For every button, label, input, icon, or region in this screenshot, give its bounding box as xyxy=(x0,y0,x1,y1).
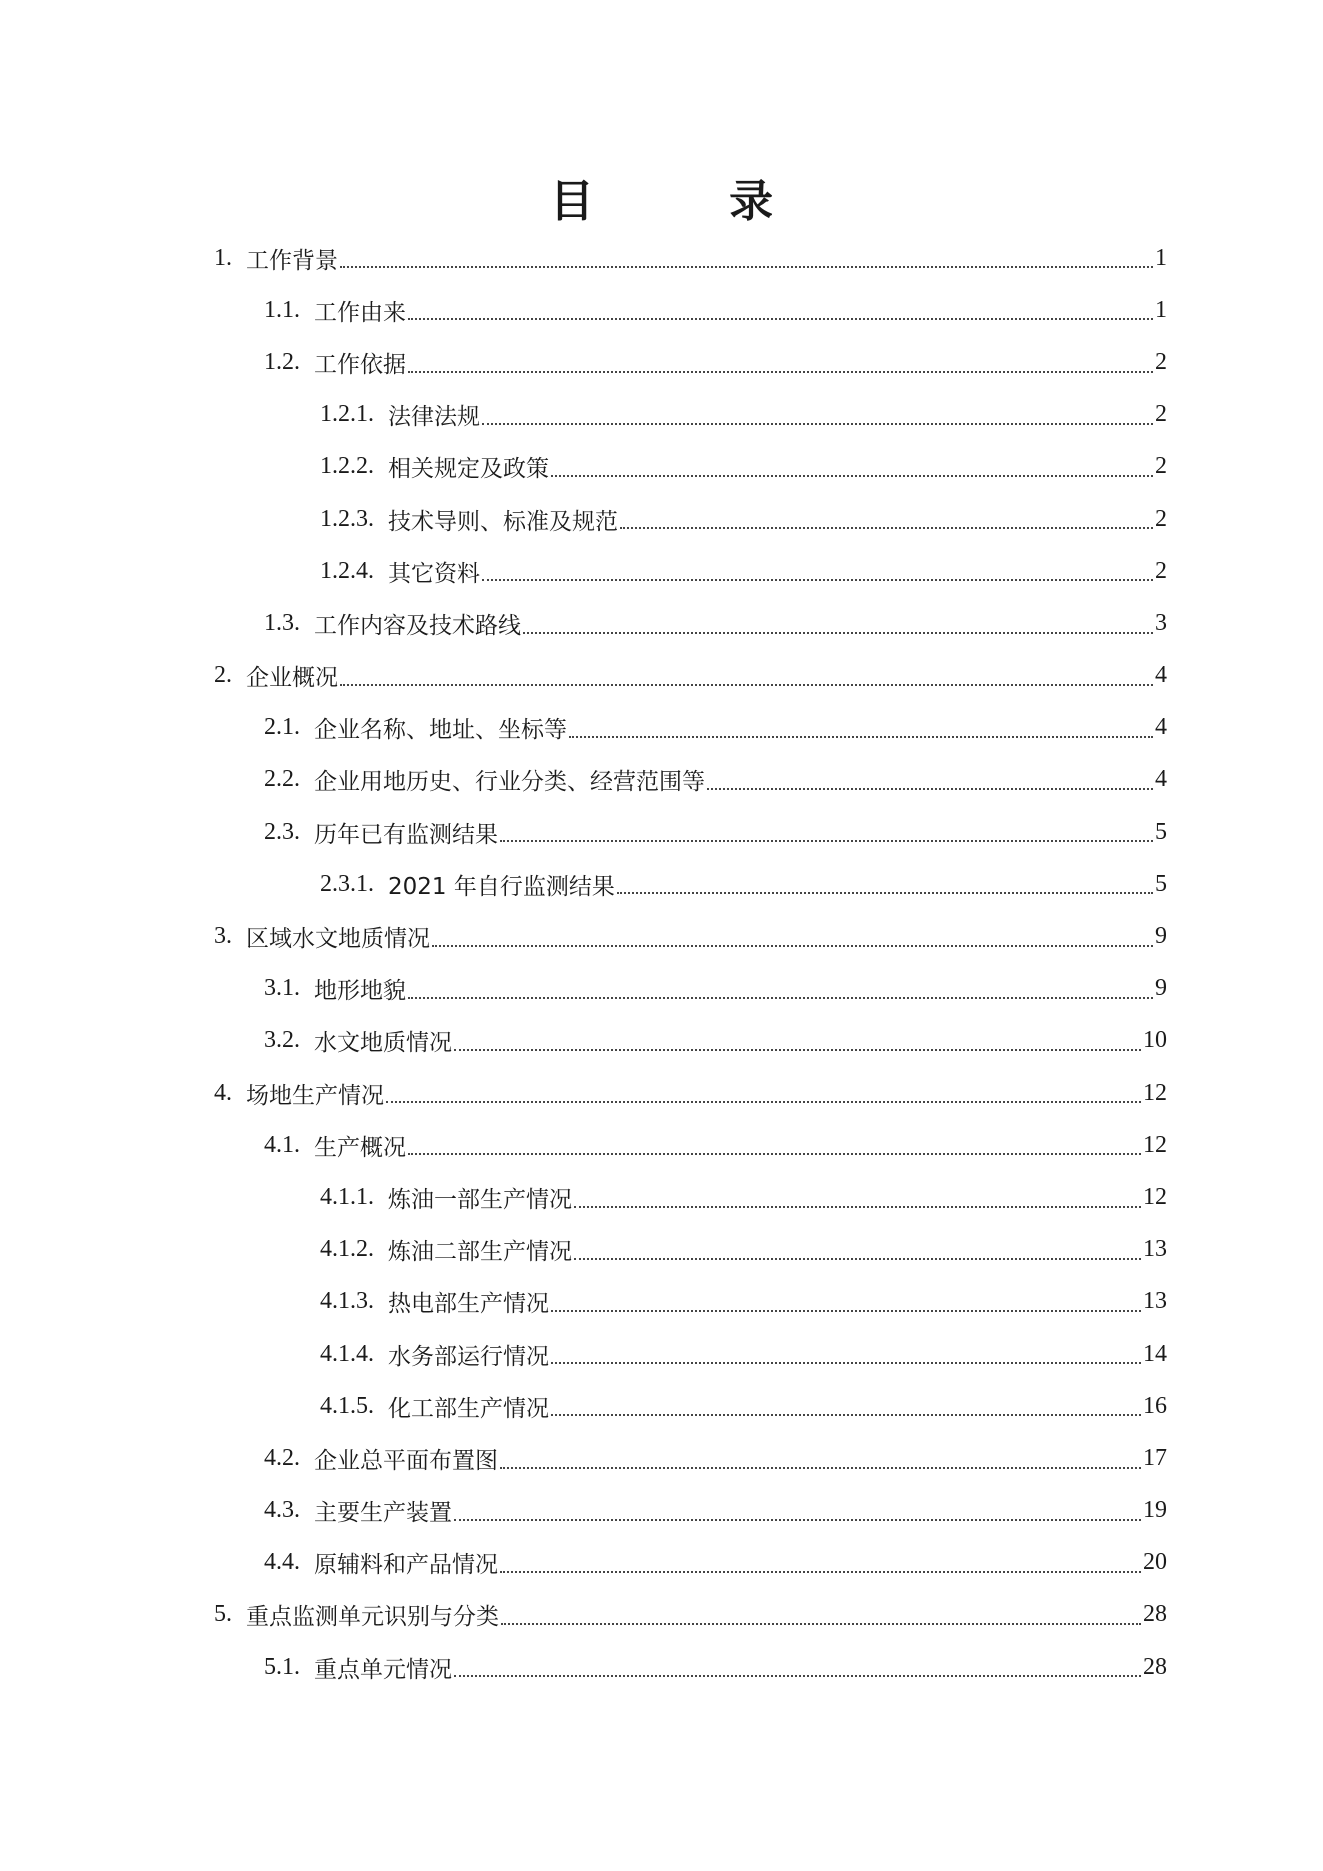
toc-entry-title: 水文地质情况 xyxy=(314,1030,452,1057)
toc-entry-number: 1.2.2. xyxy=(320,453,374,480)
dot-leader xyxy=(500,840,1153,842)
toc-entry-page-number: 14 xyxy=(1143,1340,1167,1367)
toc-entry-number: 1.2.3. xyxy=(320,505,374,532)
toc-entry[interactable] xyxy=(0,1224,1323,1276)
toc-entry[interactable] xyxy=(0,1589,1323,1641)
toc-entry[interactable] xyxy=(0,1380,1323,1432)
toc-entry-title: 地形地貌 xyxy=(314,978,406,1005)
toc-entry-title: 水务部运行情况 xyxy=(388,1343,549,1370)
toc-entry[interactable] xyxy=(0,1015,1323,1067)
toc-entry-title: 化工部生产情况 xyxy=(388,1395,549,1422)
dot-leader xyxy=(408,997,1153,999)
dot-leader xyxy=(500,1467,1141,1469)
toc-entry-number: 4.2. xyxy=(264,1444,300,1471)
table-of-contents xyxy=(0,232,1323,1693)
toc-entry-title: 炼油二部生产情况 xyxy=(388,1239,572,1266)
toc-entry[interactable] xyxy=(0,336,1323,388)
toc-entry[interactable] xyxy=(0,1641,1323,1693)
toc-entry-number: 2. xyxy=(214,662,232,689)
dot-leader xyxy=(501,1623,1141,1625)
toc-entry-title: 工作依据 xyxy=(314,351,406,378)
toc-entry-page-number: 4 xyxy=(1155,714,1167,741)
toc-entry[interactable] xyxy=(0,1328,1323,1380)
toc-entry[interactable] xyxy=(0,284,1323,336)
dot-leader xyxy=(574,1206,1141,1208)
toc-entry-number: 2.2. xyxy=(264,766,300,793)
toc-entry-page-number: 28 xyxy=(1143,1653,1167,1680)
toc-entry-title: 企业名称、地址、坐标等 xyxy=(314,717,567,744)
toc-entry-page-number: 12 xyxy=(1143,1183,1167,1210)
dot-leader xyxy=(454,1049,1141,1051)
dot-leader xyxy=(707,788,1153,790)
dot-leader xyxy=(574,1258,1141,1260)
dot-leader xyxy=(500,1571,1141,1573)
toc-entry-number: 4.1.1. xyxy=(320,1183,374,1210)
toc-entry-number: 3.2. xyxy=(264,1027,300,1054)
toc-entry-page-number: 13 xyxy=(1143,1236,1167,1263)
dot-leader xyxy=(454,1519,1141,1521)
toc-entry-page-number: 9 xyxy=(1155,923,1167,950)
toc-entry-title: 工作由来 xyxy=(314,299,406,326)
dot-leader xyxy=(551,1362,1141,1364)
toc-entry-title: 历年已有监测结果 xyxy=(314,821,498,848)
toc-entry-title: 法律法规 xyxy=(388,404,480,431)
toc-entry-number: 1.3. xyxy=(264,609,300,636)
toc-entry-number: 4. xyxy=(214,1079,232,1106)
toc-entry-number: 4.1.2. xyxy=(320,1236,374,1263)
toc-entry-page-number: 2 xyxy=(1155,505,1167,532)
dot-leader xyxy=(620,527,1153,529)
toc-entry[interactable] xyxy=(0,1485,1323,1537)
toc-entry-page-number: 16 xyxy=(1143,1392,1167,1419)
toc-entry[interactable] xyxy=(0,1171,1323,1223)
toc-entry-number: 4.1. xyxy=(264,1131,300,1158)
toc-entry-number: 2.3.1. xyxy=(320,870,374,897)
dot-leader xyxy=(569,736,1153,738)
toc-entry-title: 工作内容及技术路线 xyxy=(314,612,521,639)
toc-entry[interactable] xyxy=(0,806,1323,858)
toc-entry-number: 3. xyxy=(214,923,232,950)
toc-entry-title: 场地生产情况 xyxy=(246,1082,384,1109)
toc-entry-page-number: 1 xyxy=(1155,296,1167,323)
dot-leader xyxy=(340,684,1153,686)
toc-entry-title: 区域水文地质情况 xyxy=(246,926,430,953)
toc-entry-title: 技术导则、标准及规范 xyxy=(388,508,618,535)
toc-entry[interactable] xyxy=(0,754,1323,806)
toc-entry-page-number: 3 xyxy=(1155,609,1167,636)
toc-entry-number: 4.1.3. xyxy=(320,1288,374,1315)
toc-entry-page-number: 1 xyxy=(1155,244,1167,271)
toc-entry[interactable] xyxy=(0,441,1323,493)
toc-entry[interactable] xyxy=(0,650,1323,702)
toc-entry[interactable] xyxy=(0,1537,1323,1589)
dot-leader xyxy=(482,423,1153,425)
toc-entry-title: 重点监测单元识别与分类 xyxy=(246,1604,499,1631)
toc-entry[interactable] xyxy=(0,1276,1323,1328)
toc-entry-page-number: 28 xyxy=(1143,1601,1167,1628)
toc-entry-page-number: 19 xyxy=(1143,1497,1167,1524)
toc-entry-title: 企业用地历史、行业分类、经营范围等 xyxy=(314,769,705,796)
dot-leader xyxy=(482,579,1153,581)
toc-entry-number: 1.2. xyxy=(264,348,300,375)
toc-entry-title: 热电部生产情况 xyxy=(388,1291,549,1318)
toc-entry[interactable] xyxy=(0,232,1323,284)
dot-leader xyxy=(551,1310,1141,1312)
dot-leader xyxy=(617,892,1153,894)
toc-entry-title: 重点单元情况 xyxy=(314,1656,452,1683)
dot-leader xyxy=(408,318,1153,320)
toc-entry-page-number: 9 xyxy=(1155,975,1167,1002)
toc-entry-title: 其它资料 xyxy=(388,560,480,587)
toc-entry-number: 1.2.1. xyxy=(320,401,374,428)
dot-leader xyxy=(432,945,1153,947)
dot-leader xyxy=(523,632,1153,634)
toc-entry-page-number: 12 xyxy=(1143,1079,1167,1106)
toc-entry-title: 炼油一部生产情况 xyxy=(388,1186,572,1213)
page-title: 目 录 xyxy=(549,176,834,227)
toc-entry-title: 企业概况 xyxy=(246,665,338,692)
toc-entry[interactable] xyxy=(0,910,1323,962)
dot-leader xyxy=(551,475,1153,477)
toc-entry[interactable] xyxy=(0,963,1323,1015)
toc-entry-page-number: 2 xyxy=(1155,557,1167,584)
dot-leader xyxy=(408,371,1153,373)
toc-entry-page-number: 10 xyxy=(1143,1027,1167,1054)
toc-entry-page-number: 2 xyxy=(1155,348,1167,375)
dot-leader xyxy=(340,266,1153,268)
toc-entry[interactable] xyxy=(0,1432,1323,1484)
toc-entry-title: 工作背景 xyxy=(246,247,338,274)
toc-entry-title: 主要生产装置 xyxy=(314,1500,452,1527)
toc-entry-number: 4.4. xyxy=(264,1549,300,1576)
toc-entry-number: 4.1.5. xyxy=(320,1392,374,1419)
toc-entry-title: 2021 年自行监测结果 xyxy=(388,873,615,900)
toc-entry-page-number: 4 xyxy=(1155,662,1167,689)
dot-leader xyxy=(408,1153,1141,1155)
toc-entry-number: 1. xyxy=(214,244,232,271)
toc-entry-page-number: 5 xyxy=(1155,870,1167,897)
toc-entry-title: 原辅料和产品情况 xyxy=(314,1552,498,1579)
toc-entry[interactable] xyxy=(0,1119,1323,1171)
toc-entry-number: 1.1. xyxy=(264,296,300,323)
dot-leader xyxy=(454,1675,1141,1677)
toc-entry-title: 生产概况 xyxy=(314,1134,406,1161)
toc-entry-number: 3.1. xyxy=(264,975,300,1002)
toc-entry[interactable] xyxy=(0,1067,1323,1119)
toc-entry-number: 1.2.4. xyxy=(320,557,374,584)
toc-entry[interactable] xyxy=(0,389,1323,441)
toc-entry-number: 4.3. xyxy=(264,1497,300,1524)
toc-entry-page-number: 12 xyxy=(1143,1131,1167,1158)
toc-entry-number: 5.1. xyxy=(264,1653,300,1680)
toc-entry[interactable] xyxy=(0,597,1323,649)
toc-entry-page-number: 17 xyxy=(1143,1444,1167,1471)
toc-entry[interactable] xyxy=(0,493,1323,545)
toc-entry-page-number: 5 xyxy=(1155,818,1167,845)
toc-entry-number: 5. xyxy=(214,1601,232,1628)
toc-entry-page-number: 13 xyxy=(1143,1288,1167,1315)
toc-entry[interactable] xyxy=(0,702,1323,754)
toc-entry-page-number: 2 xyxy=(1155,401,1167,428)
toc-entry-title: 企业总平面布置图 xyxy=(314,1447,498,1474)
toc-entry-number: 4.1.4. xyxy=(320,1340,374,1367)
toc-entry-number: 2.3. xyxy=(264,818,300,845)
toc-entry-title: 相关规定及政策 xyxy=(388,456,549,483)
toc-entry-page-number: 2 xyxy=(1155,453,1167,480)
dot-leader xyxy=(551,1414,1141,1416)
toc-entry-number: 2.1. xyxy=(264,714,300,741)
toc-entry[interactable] xyxy=(0,545,1323,597)
dot-leader xyxy=(386,1101,1141,1103)
toc-entry[interactable] xyxy=(0,858,1323,910)
toc-entry-page-number: 4 xyxy=(1155,766,1167,793)
toc-entry-page-number: 20 xyxy=(1143,1549,1167,1576)
